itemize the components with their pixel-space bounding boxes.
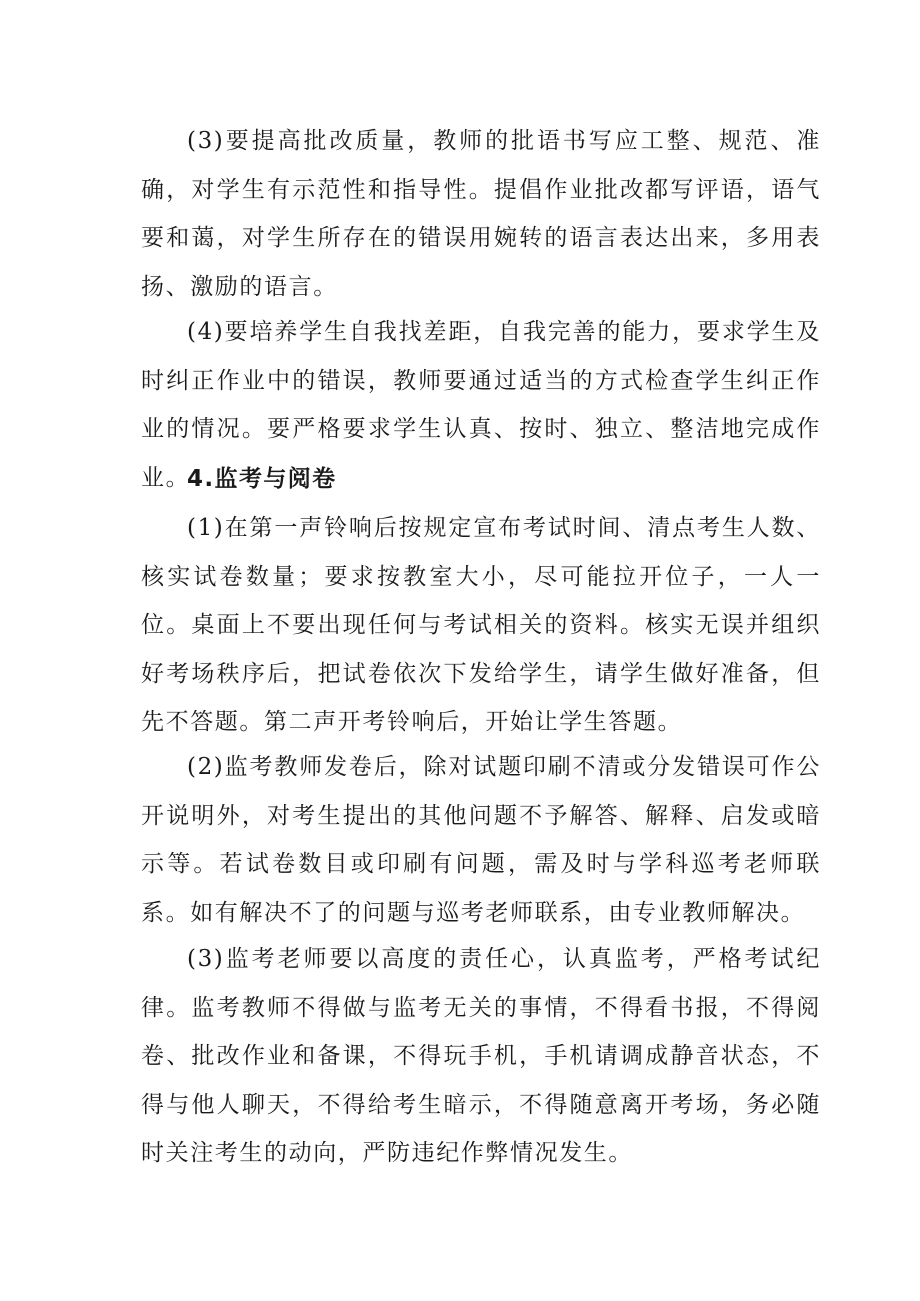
paragraph-homework-grading-quality: (3)要提高批改质量，教师的批语书写应工整、规范、准确，对学生有示范性和指导性。提倡作业批改都写评语，语气要和蔼，对学生所存在的错误用婉转的语言表达出来，多用表扬、激励的语言。 — [141, 128, 821, 300]
paragraph-self-improvement: (4)要培养学生自我找差距，自我完善的能力，要求学生及时纠正作业中的错误，教师要通过适当的方式检查学生纠正作业的情况。要严格要求学生认真、按时、独立、整洁地完成作业。 — [141, 319, 821, 491]
paragraph-exam-questions-handling: (2)监考教师发卷后，除对试题印刷不清或分发错误可作公开说明外，对考生提出的其他问题不予解答、解释、启发或暗示等。若试卷数目或印刷有问题，需及时与学科巡考老师联系。如有解决不了的问题与巡考老师联系，由专业教师解决。 — [141, 754, 821, 926]
paragraph-exam-start-procedure: (1)在第一声铃响后按规定宣布考试时间、清点考生人数、核实试卷数量；要求按教室大小，尽可能拉开位子，一人一位。桌面上不要出现任何与考试相关的资料。核实无误并组织好考场秩序后，把试卷依次下发给学生，请学生做好准备，但先不答题。第二声开考铃响后，开始让学生答题。 — [141, 515, 821, 735]
section-heading-invigilation: 4.监考与阅卷 — [187, 466, 337, 492]
paragraph-invigilator-discipline: (3)监考老师要以高度的责任心，认真监考，严格考试纪律。监考教师不得做与监考无关的事情，不得看书报，不得阅卷、批改作业和备课，不得玩手机，手机请调成静音状态，不得与他人聊天，不得给考生暗示，不得随意离开考场，务必随时关注考生的动向，严防违纪作弊情况发生。 — [141, 946, 821, 1166]
